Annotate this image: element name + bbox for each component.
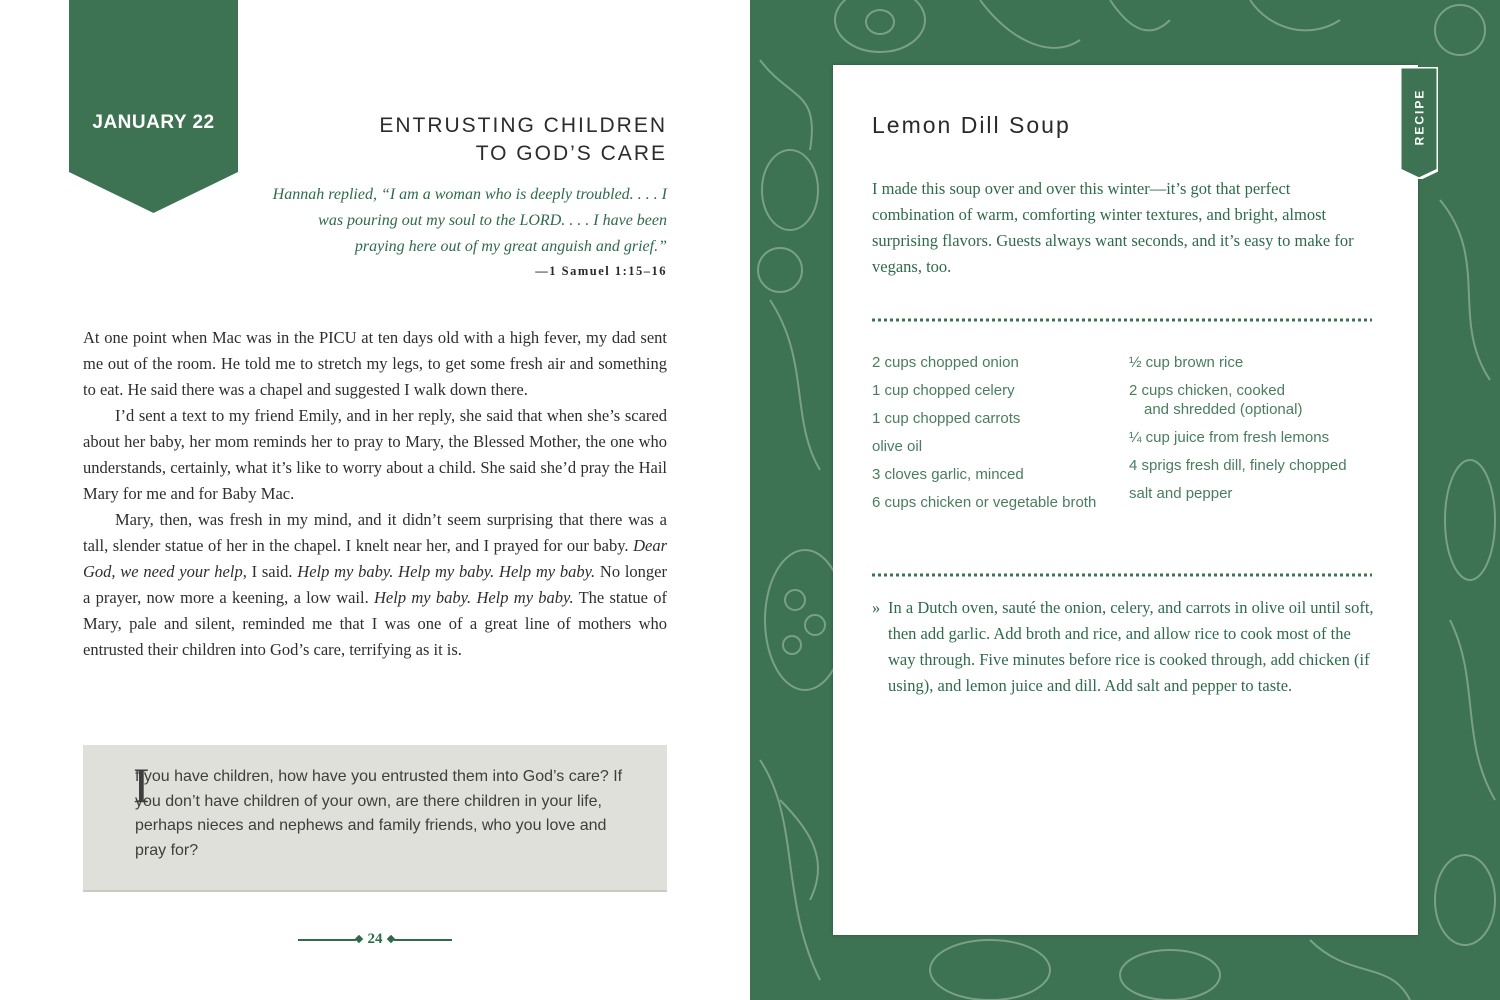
ingredient: 1 cup chopped celery xyxy=(872,382,1015,399)
ingredient: 2 cups chopped onion xyxy=(872,354,1019,371)
paragraph: I’d sent a text to my friend Emily, and in her reply, she said that when she’s scared about her baby, her mom reminds her to pray to Mary, the Blessed Mother, the one who understands, certainly, what it’s like to worry about a child. She said she’d pray the Hail Mary for me and for Baby Mac. xyxy=(83,406,667,503)
italic-run: Help my baby. Help my baby. xyxy=(374,588,574,607)
scripture-line: was pouring out my soul to the LORD. . . . I have been xyxy=(318,212,667,229)
method xyxy=(872,595,1377,699)
entry-title-line: ENTRUSTING CHILDREN xyxy=(379,114,667,137)
ingredient: ¼ cup juice from fresh lemons xyxy=(1129,429,1330,446)
text-run: , I said. xyxy=(242,562,298,581)
scripture-line: praying here out of my great anguish and grief.” xyxy=(354,238,667,255)
text-run: No longer a prayer, now more a keening, a low wail. xyxy=(83,562,667,607)
entry-title-line: TO GOD’S CARE xyxy=(475,142,667,165)
ingredient: olive oil xyxy=(872,438,923,455)
recipe-title: Lemon Dill Soup xyxy=(872,112,1071,138)
leaf-illustration xyxy=(980,0,1080,48)
recipe-card xyxy=(833,65,1418,935)
page-number-row xyxy=(298,928,452,950)
reflection-text: f you have children, how have you entrusted them into God’s care? If you don’t have children of your own, are there children in your life, perhaps nieces and nephews and family friends, who you love and pray for? xyxy=(135,768,623,859)
method-bullet: » xyxy=(872,598,881,617)
body-text xyxy=(83,325,667,663)
recipe-tab-label xyxy=(1400,67,1438,167)
page-number: 24 xyxy=(367,931,383,947)
avocado-illustration xyxy=(835,0,925,52)
scripture-reference: —1 Samuel 1:15–16 xyxy=(535,264,667,278)
ingredient-line: and shredded (optional) xyxy=(1144,401,1303,418)
dotted-divider xyxy=(872,317,1372,323)
ingredients-column-1 xyxy=(872,353,1122,521)
dotted-divider xyxy=(872,572,1372,578)
scripture-quote xyxy=(227,182,667,280)
cherry-illustration xyxy=(758,248,802,292)
italic-run: Help my baby. Help my baby. Help my baby. xyxy=(297,562,596,581)
method-step: In a Dutch oven, sauté the onion, celery, and carrots in olive oil until soft, then add garlic. Add broth and rice, and allow rice to cook most of the way through. Five minutes before rice is cooked through, add chicken (if using), and lemon juice and dill. Add salt and pepper to taste. xyxy=(888,598,1374,695)
ingredient: 6 cups chicken or vegetable broth xyxy=(872,494,1097,511)
right-page xyxy=(750,0,1500,1000)
ingredient: salt and pepper xyxy=(1129,485,1233,502)
ingredient xyxy=(1129,381,1389,419)
scripture-line: Hannah replied, “I am a woman who is deeply troubled. . . . I xyxy=(272,186,667,203)
text-run: The statue of Mary, pale and silent, reminded me that I was one of a great line of mothers who entrusted their children into God’s care, terrifying as it is. xyxy=(83,588,668,659)
date-ribbon xyxy=(69,0,238,213)
text-run: Mary, then, was fresh in my mind, and it didn’t seem surprising that there was a tall, slender statue of her in the chapel. I knelt near her, and I prayed for our baby. xyxy=(83,510,667,555)
ingredient: 4 sprigs fresh dill, finely chopped xyxy=(1129,457,1347,474)
strawberry-illustration xyxy=(1435,855,1495,945)
herb-illustration xyxy=(1440,200,1490,380)
ribbon-shape xyxy=(69,0,238,213)
drop-cap: I xyxy=(133,757,150,813)
ingredient: ½ cup brown rice xyxy=(1129,354,1244,371)
reflection-box xyxy=(83,745,667,892)
berry-illustration xyxy=(1435,5,1485,55)
ingredients-column-2 xyxy=(1129,353,1389,512)
recipe-tab-text: RECIPE xyxy=(1412,88,1426,146)
tomato-illustration xyxy=(762,150,818,230)
paragraph xyxy=(83,507,667,663)
italic-run: Dear God, we need your help xyxy=(83,536,667,581)
recipe-intro: I made this soup over and over this winter—it’s got that perfect combination of warm, comforting winter textures, and bright, almost surprising flavors. Guests always want seconds, and it’s easy to make for vegans, too. xyxy=(872,179,1354,276)
stem-illustration xyxy=(770,300,820,470)
kale-illustration xyxy=(760,760,820,980)
paragraph: At one point when Mac was in the PICU at ten days old with a high fever, my dad sent me out of the room. He told me to stretch my legs, to get some fresh air and something to eat. He said there was a chapel and suggested I walk down there. xyxy=(83,328,667,399)
ingredient: 3 cloves garlic, minced xyxy=(872,466,1024,483)
ingredient: 1 cup chopped carrots xyxy=(872,410,1021,427)
entry-title xyxy=(287,112,667,168)
date-label: JANUARY 22 xyxy=(92,112,215,133)
ingredient-line: 2 cups chicken, cooked xyxy=(1129,382,1285,399)
zucchini-illustration xyxy=(930,940,1050,1000)
